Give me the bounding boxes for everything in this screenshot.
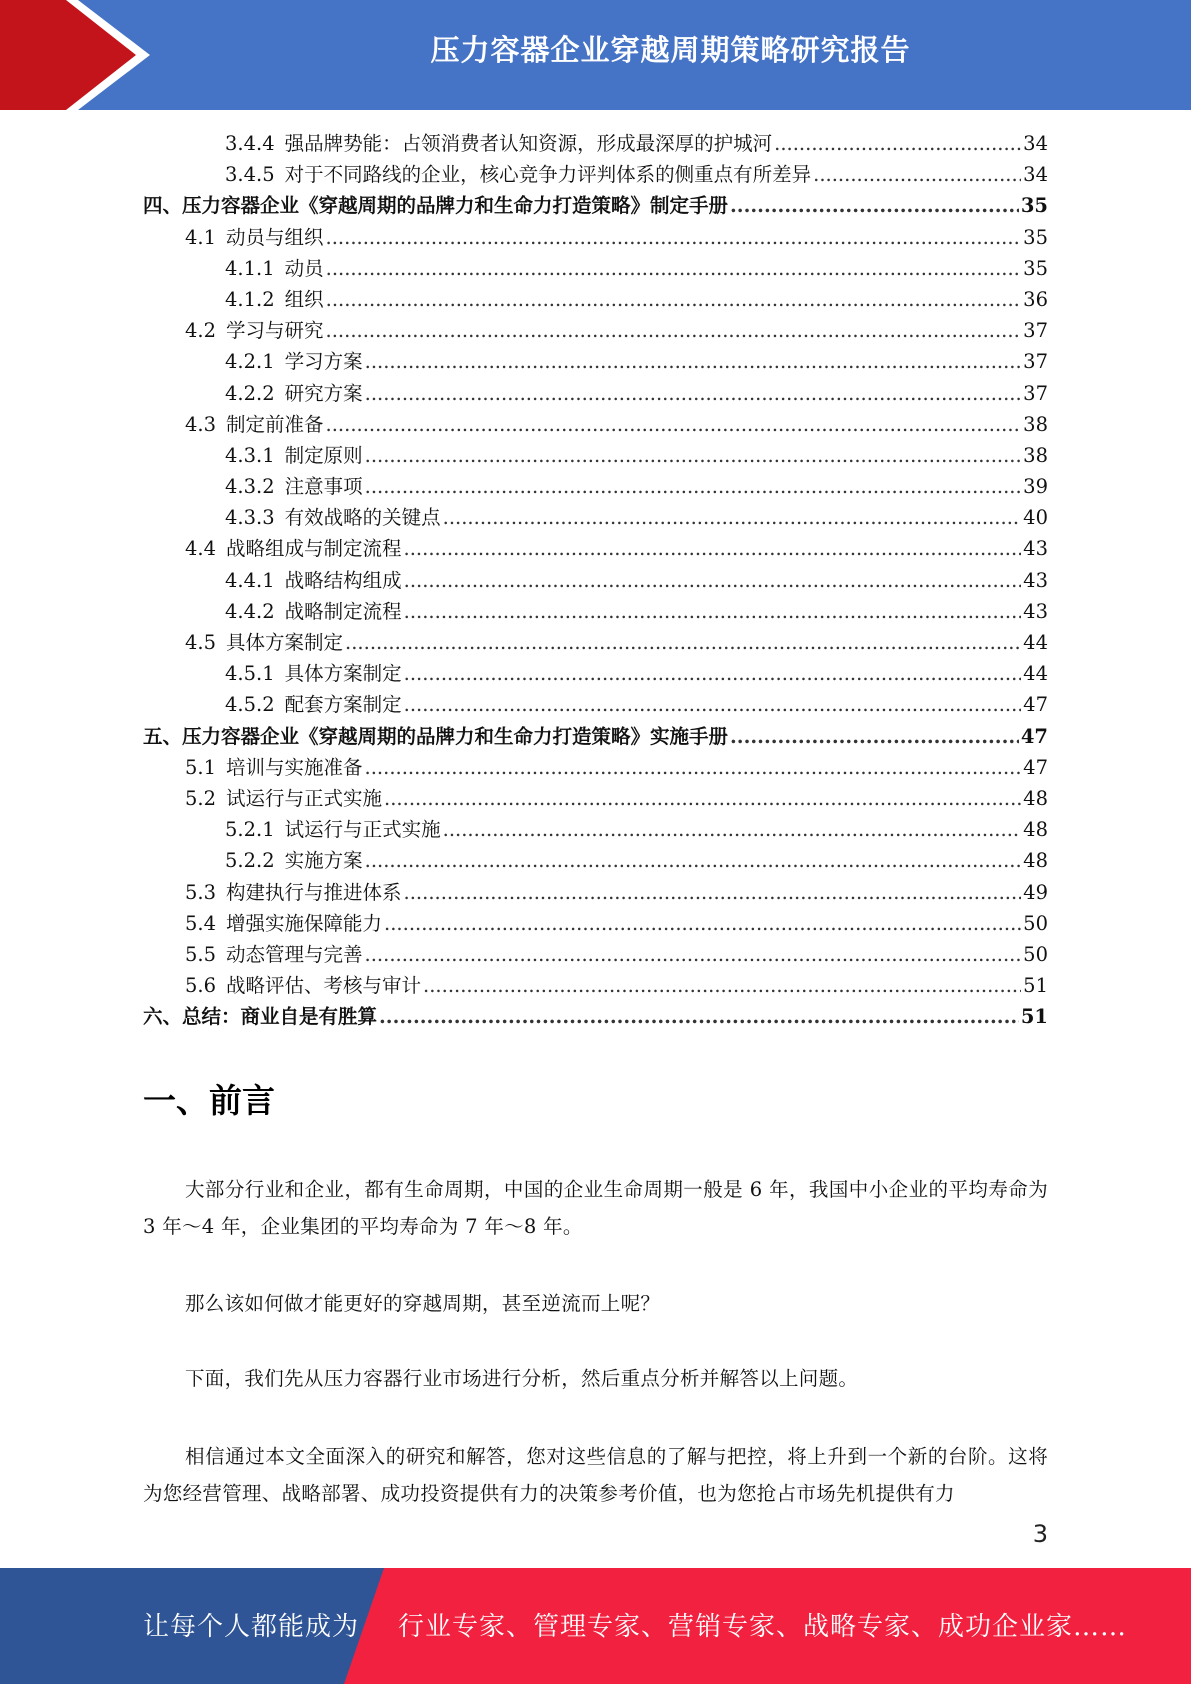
toc-entry-title: 六、总结：商业自是有胜算 [143,1005,378,1029]
toc-dot-leader [404,658,1022,689]
toc-entry-number: 4.1 [185,225,217,249]
toc-entry-title: 战略结构组成 [284,568,402,592]
toc-entry-title: 配套方案制定 [284,693,402,717]
toc-entry-number: 5.6 [185,974,217,998]
intro-paragraph-2: 那么该如何做才能更好的穿越周期，甚至逆流而上呢？ [185,1292,661,1315]
table-of-contents [143,128,1048,1032]
toc-dot-leader [384,908,1021,939]
toc-entry-page: 36 [1023,287,1048,311]
toc-entry[interactable] [143,253,1048,284]
toc-entry[interactable] [143,752,1048,783]
toc-entry-title: 实施方案 [284,849,363,873]
toc-entry[interactable] [143,315,1048,346]
toc-entry-title: 五、压力容器企业《穿越周期的品牌力和生命力打造策略》实施手册 [143,724,729,748]
toc-entry-title: 动员 [284,256,324,280]
toc-entry-title: 制定原则 [284,443,363,467]
toc-entry-page: 35 [1023,256,1048,280]
header-chevron-icon [0,0,142,110]
toc-entry-number: 4.5.2 [225,693,275,717]
toc-entry-number: 4.3.2 [225,475,275,499]
toc-entry-page: 37 [1023,381,1048,405]
toc-entry-title: 具体方案制定 [284,662,402,686]
toc-entry[interactable] [143,908,1048,939]
toc-entry-page: 48 [1023,786,1048,810]
toc-dot-leader [365,471,1022,502]
toc-entry-title: 试运行与正式实施 [284,818,441,842]
toc-entry-page: 44 [1023,662,1048,686]
toc-entry[interactable] [143,877,1048,908]
toc-entry[interactable] [143,440,1048,471]
toc-entry-page: 50 [1023,942,1048,966]
toc-dot-leader [365,845,1022,876]
toc-entry-number: 4.1.1 [225,256,275,280]
toc-entry[interactable] [143,565,1048,596]
toc-dot-leader [423,970,1021,1001]
toc-entry[interactable] [143,190,1048,221]
toc-entry-number: 4.3 [185,412,217,436]
toc-entry-page: 50 [1023,911,1048,935]
toc-entry-number: 4.4.1 [225,568,275,592]
toc-entry-page: 35 [1023,225,1048,249]
toc-entry-page: 51 [1023,974,1048,998]
toc-entry-page: 48 [1023,849,1048,873]
toc-entry-page: 47 [1020,724,1048,748]
toc-dot-leader [365,440,1022,471]
toc-entry-number: 4.2 [185,319,217,343]
toc-entry-number: 4.2.2 [225,381,275,405]
toc-entry-page: 40 [1023,506,1048,530]
toc-entry[interactable] [143,533,1048,564]
toc-entry[interactable] [143,346,1048,377]
toc-dot-leader [813,159,1021,190]
toc-entry-page: 43 [1023,568,1048,592]
page-header [0,0,1191,110]
toc-entry[interactable] [143,409,1048,440]
toc-entry-title: 培训与实施准备 [226,755,363,779]
toc-dot-leader [365,378,1022,409]
toc-dot-leader [326,253,1022,284]
toc-entry-number: 5.2.1 [225,818,275,842]
toc-entry[interactable] [143,721,1048,752]
toc-entry[interactable] [143,596,1048,627]
toc-entry-number: 3.4.5 [225,163,275,187]
toc-entry[interactable] [143,159,1048,190]
intro-paragraph-1: 大部分行业和企业，都有生命周期，中国的企业生命周期一般是 6 年，我国中小企业的平均寿命为 3 年～4 年，企业集团的平均寿命为 7 年～8 年。 [143,1178,1048,1238]
toc-entry[interactable] [143,284,1048,315]
toc-entry-number: 5.1 [185,755,217,779]
toc-entry[interactable] [143,471,1048,502]
toc-entry-title: 组织 [284,287,324,311]
toc-entry-number: 5.2.2 [225,849,275,873]
toc-entry-page: 47 [1023,755,1048,779]
toc-dot-leader [365,346,1022,377]
toc-entry[interactable] [143,378,1048,409]
toc-entry-title: 战略评估、考核与审计 [226,974,422,998]
toc-entry-page: 47 [1023,693,1048,717]
toc-dot-leader [326,222,1022,253]
toc-entry[interactable] [143,627,1048,658]
toc-dot-leader [404,565,1022,596]
toc-entry[interactable] [143,128,1048,159]
toc-entry-number: 5.2 [185,786,217,810]
toc-entry-number: 4.4.2 [225,599,275,623]
toc-entry-number: 4.5 [185,631,217,654]
toc-entry-title: 试运行与正式实施 [226,786,383,810]
toc-entry[interactable] [143,222,1048,253]
page-footer [0,1568,1191,1684]
toc-dot-leader [326,409,1022,440]
report-title: 压力容器企业穿越周期策略研究报告 [430,33,911,67]
toc-entry-number: 4.5.1 [225,662,275,686]
toc-entry-number: 4.4 [185,537,217,561]
toc-entry-page: 38 [1023,443,1048,467]
toc-dot-leader [774,128,1021,159]
toc-dot-leader [345,627,1021,658]
toc-entry-title: 四、压力容器企业《穿越周期的品牌力和生命力打造策略》制定手册 [143,194,729,218]
toc-entry-page: 39 [1023,475,1048,499]
toc-entry-number: 4.3.1 [225,443,275,467]
toc-entry-number: 4.1.2 [225,287,275,311]
toc-entry-number: 5.5 [185,942,217,966]
toc-entry-title: 强品牌势能：占领消费者认知资源，形成最深厚的护城河 [284,132,773,155]
toc-dot-leader [730,721,1019,752]
toc-dot-leader [365,752,1022,783]
toc-dot-leader [379,1001,1019,1032]
toc-entry[interactable] [143,1001,1048,1032]
section-heading: 一、前言 [143,1081,275,1120]
toc-entry-page: 37 [1023,319,1048,343]
footer-slogan-left: 让每个人都能成为 [143,1612,360,1642]
intro-paragraph-4: 相信通过本文全面深入的研究和解答，您对这些信息的了解与把控，将上升到一个新的台阶。这将为您经营管理、战略部署、成功投资提供有力的决策参考价值，也为您抢占市场先机提供有力 [143,1445,1048,1505]
toc-entry-page: 37 [1023,350,1048,374]
toc-entry-page: 35 [1020,194,1048,218]
toc-entry-title: 战略组成与制定流程 [226,537,402,561]
toc-entry[interactable] [143,845,1048,876]
toc-entry-title: 学习与研究 [226,319,324,343]
toc-entry[interactable] [143,689,1048,720]
toc-entry-number: 4.3.3 [225,506,275,530]
toc-entry-title: 战略制定流程 [284,599,402,623]
toc-entry-title: 动态管理与完善 [226,942,363,966]
toc-entry-page: 49 [1023,880,1048,904]
toc-dot-leader [326,284,1022,315]
footer-slogan-right: 行业专家、管理专家、营销专家、战略专家、成功企业家…… [398,1612,1128,1642]
toc-entry[interactable] [143,658,1048,689]
toc-entry-number: 5.3 [185,880,217,904]
toc-entry-number: 3.4.4 [225,132,275,155]
toc-entry-title: 对于不同路线的企业，核心竞争力评判体系的侧重点有所差异 [284,163,812,187]
toc-entry-page: 51 [1020,1005,1048,1029]
toc-dot-leader [730,190,1019,221]
toc-entry-page: 43 [1023,599,1048,623]
toc-entry-page: 48 [1023,818,1048,842]
toc-entry-title: 构建执行与推进体系 [226,880,402,904]
toc-entry-page: 34 [1023,163,1048,187]
toc-entry[interactable] [143,783,1048,814]
toc-entry-title: 学习方案 [284,350,363,374]
toc-dot-leader [404,689,1022,720]
toc-entry-title: 有效战略的关键点 [284,506,441,530]
page-number: 3 [1032,1520,1048,1548]
toc-entry-title: 动员与组织 [226,225,324,249]
toc-entry-number: 5.4 [185,911,217,935]
toc-dot-leader [443,502,1022,533]
intro-paragraph-3: 下面，我们先从压力容器行业市场进行分析，然后重点分析并解答以上问题。 [185,1367,859,1390]
toc-entry-page: 34 [1023,132,1048,155]
toc-entry-page: 44 [1023,631,1048,654]
toc-entry-number: 4.2.1 [225,350,275,374]
toc-entry[interactable] [143,970,1048,1001]
toc-dot-leader [404,533,1022,564]
toc-dot-leader [326,315,1022,346]
toc-dot-leader [443,814,1022,845]
toc-entry[interactable] [143,939,1048,970]
toc-entry-title: 具体方案制定 [226,631,344,654]
toc-entry[interactable] [143,814,1048,845]
toc-entry-title: 增强实施保障能力 [226,911,383,935]
toc-dot-leader [404,596,1022,627]
toc-entry-page: 38 [1023,412,1048,436]
toc-entry-title: 研究方案 [284,381,363,405]
toc-entry-page: 43 [1023,537,1048,561]
toc-entry-title: 制定前准备 [226,412,324,436]
toc-dot-leader [384,783,1021,814]
toc-dot-leader [365,939,1022,970]
toc-entry[interactable] [143,502,1048,533]
toc-dot-leader [404,877,1022,908]
toc-entry-title: 注意事项 [284,475,363,499]
